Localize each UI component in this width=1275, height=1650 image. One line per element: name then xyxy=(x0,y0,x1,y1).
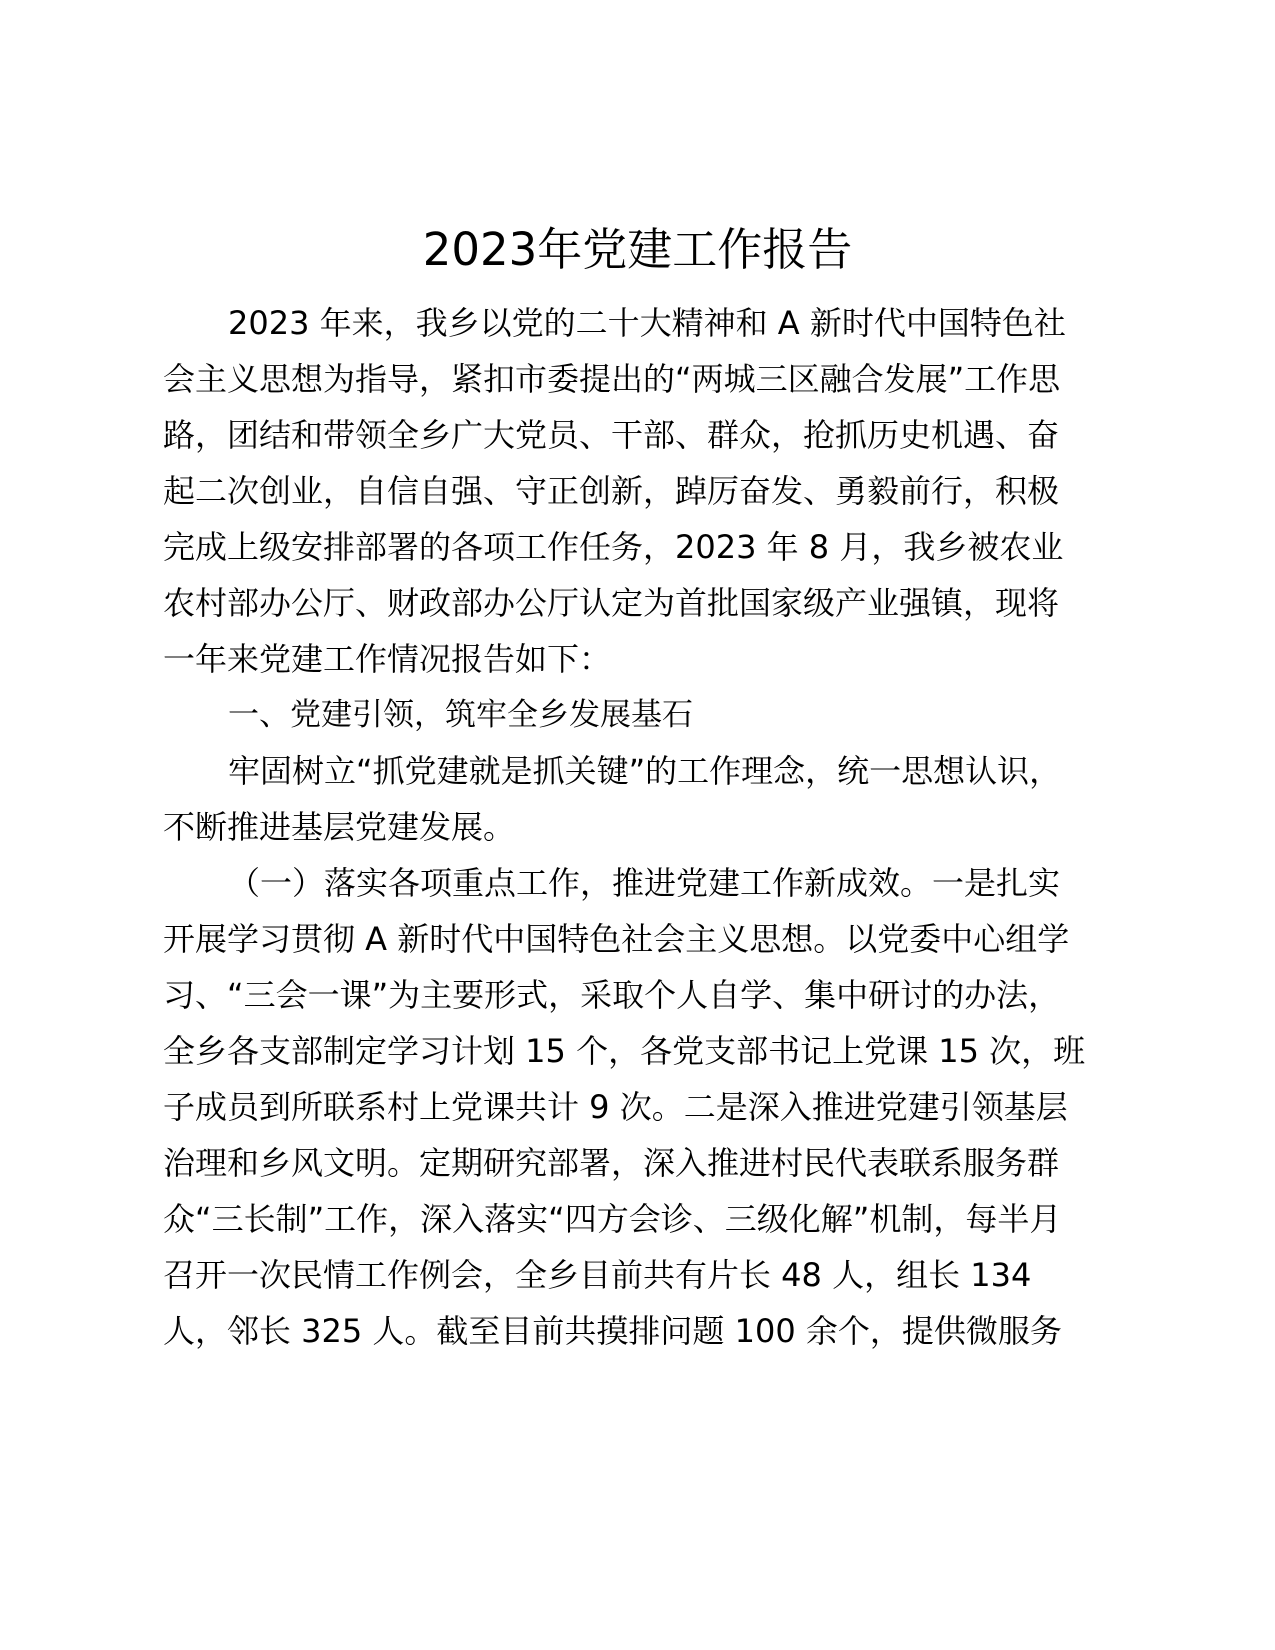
paragraph-line: 全乡各支部制定学习计划 15 个，各党支部书记上党课 15 次，班 xyxy=(163,1032,1086,1070)
paragraph-line: 召开一次民情工作例会，全乡目前共有片长 48 人，组长 134 xyxy=(163,1256,1032,1294)
paragraph-line: 2023 年来，我乡以党的二十大精神和 A 新时代中国特色社 xyxy=(228,304,1066,342)
paragraph-line: 起二次创业，自信自强、守正创新，踔厉奋发、勇毅前行，积极 xyxy=(163,472,1060,510)
paragraph-line: 路，团结和带领全乡广大党员、干部、群众，抢抓历史机遇、奋 xyxy=(163,416,1060,454)
paragraph-line: 人，邻长 325 人。截至目前共摸排问题 100 余个，提供微服务 xyxy=(163,1312,1062,1350)
paragraph-line: 会主义思想为指导，紧扣市委提出的“两城三区融合发展”工作思 xyxy=(163,360,1061,398)
paragraph-line: 牢固树立“抓党建就是抓关键”的工作理念，统一思想认识， xyxy=(228,752,1062,790)
paragraph-line: （一）落实各项重点工作，推进党建工作新成效。一是扎实 xyxy=(228,864,1061,902)
document-title: 2023年党建工作报告 xyxy=(422,223,853,276)
paragraph-line: 一年来党建工作情况报告如下： xyxy=(163,640,612,678)
paragraph-line: 治理和乡风文明。定期研究部署，深入推进村民代表联系服务群 xyxy=(163,1144,1060,1182)
paragraph-line: 开展学习贯彻 A 新时代中国特色社会主义思想。以党委中心组学 xyxy=(163,920,1070,958)
paragraph-line: 众“三长制”工作，深入落实“四方会诊、三级化解”机制，每半月 xyxy=(163,1200,1062,1238)
section-heading: 一、党建引领，筑牢全乡发展基石 xyxy=(228,697,693,733)
paragraph-line: 完成上级安排部署的各项工作任务，2023 年 8 月，我乡被农业 xyxy=(163,528,1064,566)
paragraph-line: 子成员到所联系村上党课共计 9 次。二是深入推进党建引领基层 xyxy=(163,1088,1068,1126)
paragraph-line: 习、“三会一课”为主要形式，采取个人自学、集中研讨的办法， xyxy=(163,976,1061,1014)
paragraph-line: 农村部办公厅、财政部办公厅认定为首批国家级产业强镇，现将 xyxy=(163,584,1060,622)
paragraph-line: 不断推进基层党建发展。 xyxy=(163,808,516,846)
